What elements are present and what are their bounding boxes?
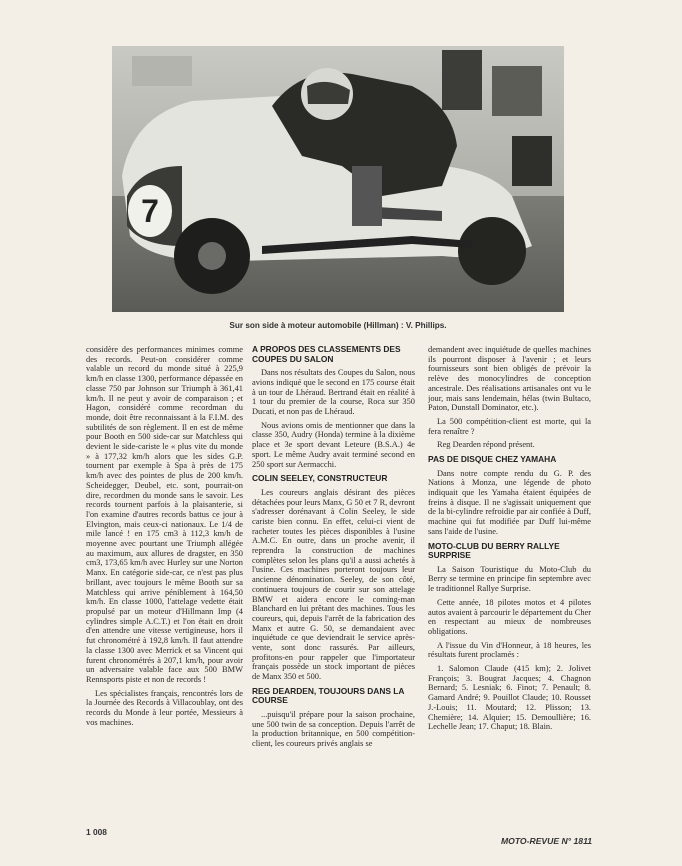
rallye-results: 1. Salomon Claude (415 km); 2. Jolivet François; 3. Bougrat Jacques; 4. Chagnon Bernard; 5. Lesniak; 6. Finot; 7. Penault; 8. Gamard André; 9. Pouillot Claude; 10. Rousset J.-Louis; 11. Moutard; 12. Plisson; 13. Chemière; 14. Alquier; 15. Demoullière; 16. Lechelle Jean; 17. Chaput; 18. Blain. — [428, 664, 591, 732]
race-number: 7 — [141, 193, 159, 229]
column-1 — [86, 345, 243, 815]
heading-yamaha: PAS DE DISQUE CHEZ YAMAHA — [428, 454, 557, 465]
berry-paragraph-1: La Saison Touristique du Moto-Club du Berry se termine en principe fin septembre avec le traditionnel Rallye Surprise. — [428, 564, 591, 594]
column-2 — [252, 345, 415, 840]
heading-colin-seeley: COLIN SEELEY, CONSTRUCTEUR — [252, 473, 388, 484]
classements-paragraph-1: Dans nos résultats des Coupes du Salon, nous avions indiqué que le second en 175 course était à un tour de Lhéraud. Bertrand était en réalité à 1 tour du premier de la course, Roca sur 350 Ducati, et non pas de Lhéraud. — [252, 368, 415, 416]
heading-moto-club-berry: MOTO-CLUB DU BERRY RALLYE SURPRISE — [428, 540, 560, 561]
column-3 — [428, 345, 591, 840]
sidecar-illustration — [112, 46, 564, 312]
berry-paragraph-2: Cette année, 18 pilotes motos et 4 pilotes autos avaient à parcourir le département du Cher en respectant au mieux de nombreuses obligations. — [428, 597, 591, 636]
classements-paragraph-2: Nous avions omis de mentionner que dans la classe 350, Audry (Honda) termine à la dixième place et 3e sport devant Leteure (B.S.A.) 4e sport. Le même Audry avait terminé second en 250 sport sur Aermacchi. — [252, 420, 415, 469]
column-3-intro-1: demandent avec inquiétude de quelles machines ils pourront disposer à l'avenir ; et leurs fournisseurs sont bien obligés de prévoir la relève des monocylindres de conception ancestrale. Des réalisations artisanales ont vu le jour, mais sans lendemain, hélas (twin Bultaco, Paton, Dunstall Dominator, etc.). — [428, 345, 591, 413]
heading-reg-dearden: REG DEARDEN, TOUJOURS DANS LA COURSE — [252, 685, 405, 706]
column-3-intro-3: Reg Dearden répond présent. — [437, 440, 535, 450]
column-3-intro-2: La 500 compétition-client est morte, qui la fera renaître ? — [428, 416, 591, 436]
magazine-footer: MOTO-REVUE N° 1811 — [501, 836, 592, 846]
dearden-paragraph-1: ...puisqu'il prépare pour la saison prochaine, une 500 twin de sa conception. Depuis l'arrêt de la production britannique, en 500 compétition-client, les coureurs privés anglais se — [252, 710, 415, 749]
seeley-paragraph-1: Les coureurs anglais désirant des pièces détachées pour leurs Manx, G 50 et 7 R, devront s'adresser dorénavant à Colin Seeley, le side cariste bien connu. En effet, celui-ci vient de racheter toutes les pièces disponibles à l'usine A.M.C. En outre, dans un proche avenir, il reprendra la construction de machines complètes selon les plans qu'il a aussi achetés à l'usine. Ces machines porteront toujours leur ancienne dénomination. Seeley, de son côté, continuera toujours de courir sur son attelage BMW et aidera encore le coming-man Blanchard en lui prêtant des machines. Tous les coureurs, qui, depuis l'arrêt de la fabrication des Manx et autre G. 50, se demandaient avec inquiétude ce que deviendrait le service après-vente, sont donc rassurés. Par ailleurs, profitons-en pour rappeler que l'importateur français possède un stock important de pièces de Manx 350 et 500. — [252, 487, 415, 682]
sidecar-photo — [112, 46, 564, 312]
yamaha-paragraph-1: Dans notre compte rendu du G. P. des Nations à Monza, une légende de photo indiquait que les Yamaha étaient équipées de freins à disque. Il ne s'agissait uniquement que de la bi-cylindre refroidie par air confiée à Duff, machine qui fut modifiée par Duff lui-même sans l'aide de l'usine. — [428, 468, 591, 536]
photo-caption: Sur son side à moteur automobile (Hillman) : V. Phillips. — [229, 321, 447, 330]
heading-classements-coupes: A PROPOS DES CLASSEMENTS DES COUPES DU SALON — [252, 345, 401, 364]
column-1-paragraph-2: Les spécialistes français, rencontrés lors de la Journée des Records à Villacoublay, ont des records du Monde à leur portée, Messieurs à vos machines. — [86, 688, 243, 727]
column-1-paragraph-1: considère des performances minimes comme des records. Peut-on considérer comme valable un record du monde situé à 225,9 km/h en classe 1300, performance dépassée en classe 750 par Johnson sur Triumph à 361,41 km/h. Il ne peut y avoir de comparaison ; et Hagon, considéré comme recordman du monde, doit être reconnaissant à la F.I.M. des subtilités de son règlement. Il en est de même pour Booth en 500 side-car sur Matchless qui devient le side-cariste le « plus vite du monde » à 177,32 km/h alors que les sides G.P. tournent par exemple à Spa à près de 175 km/h avec des pointes de plus de 200 km/h. Scheidegger, Deubel, etc. sont, pourrait-on dire, recordmen du monde sans le savoir. Les records tournent parfois à la plaisanterie, si l'on examine d'autres records battus ce jour à Elvington, mais ceux-ci nationaux. Le 1/4 de mile lancé ! en 175 cm3 à 112,3 km/h de moyenne avec pourtant une Triumph allégée au maximum, aux allures de dragster, en 350 cm3, 173,65 km/h avec Hurley sur une Norton Manx. En catégorie side-car, ce n'est pas plus brillant, avec toujours le même Booth sur sa Matchless qui arrive péniblement à 164,50 km/h. En classe 1000, l'attelage vedette était propulsé par un moteur d'Hillmann Imp (4 cylindres simple A.C.T.) et l'on était en droit d'en attendre une vitesse vertigineuse, hors il fut chronométré à 192,8 km/h. Il faut attendre la classe 1300 avec Merrick et sa Vincent qui furent chronométrés à 207,1 km/h, pour avoir un adversaire valable face aux 500 BMW Rennsports piste et non de records ! — [86, 345, 243, 684]
berry-paragraph-3: A l'issue du Vin d'Honneur, à 18 heures, les résultats furent proclamés : — [428, 640, 591, 660]
page-number: 1 008 — [86, 827, 107, 837]
